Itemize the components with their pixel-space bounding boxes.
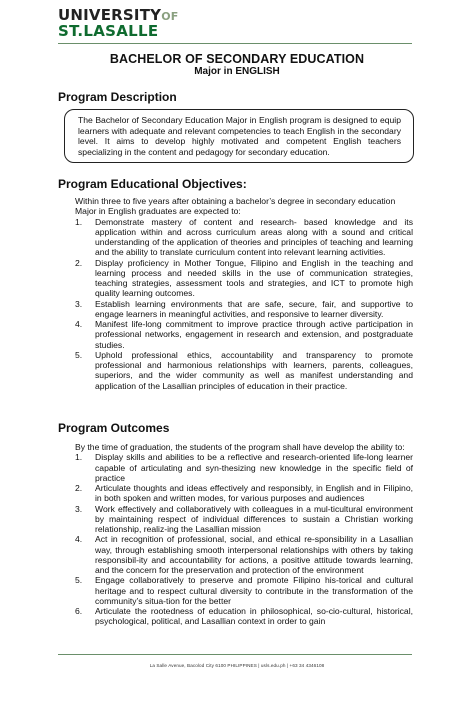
list-item: 2. Articulate thoughts and ideas effectively and responsibly, in English and in Filipino, in both spoken and written modes, for various purposes and audiences [75, 483, 413, 504]
description-box [64, 109, 414, 163]
list-item: 3. Establish learning environments that are safe, secure, fair, and supportive to engage learners in meaningful activities, and responsive to learner diversity. [75, 298, 413, 319]
list-item: 4. Act in recognition of professional, social, and ethical re-sponsibility in a Lasallian way, through establishing smooth interpersonal relationships with others by taking responsibil-ity and accountability for actions, a positive attitude towards learning, and the concern for the preservation and protection of the environment [75, 534, 413, 575]
objectives-section [75, 196, 413, 391]
list-item: 5. Engage collaboratively to preserve and promote Filipino his-torical and cultural heritage and to respect cultural diversity to contribute in the transformation of the community’s situa-tion for the better [75, 575, 413, 606]
outcomes-list [75, 452, 413, 626]
logo-of: OF [161, 10, 179, 23]
logo-line-2: ST.LASALLE [58, 22, 159, 40]
list-item: 1. Display skills and abilities to be a reflective and research-oriented life-long learner capable of articulating and syn-thesizing new knowledge in the specific field of practice [75, 452, 413, 483]
objectives-heading: Program Educational Objectives: [58, 177, 247, 191]
outcomes-heading: Program Outcomes [58, 421, 170, 435]
objectives-list [75, 217, 413, 391]
outcomes-intro: By the time of graduation, the students of the program shall have develop the ability to: [75, 442, 405, 452]
footer-rule [58, 654, 412, 655]
list-item: 3. Work effectively and collaboratively with colleagues in a mul-ticultural environment by maintaining respect of individual differences to sustain a Christian working relationship, realiz-ing the Lasallian mission [75, 503, 413, 534]
list-item: 6. Articulate the rootedness of education in philosophical, so-cio-cultural, historical, psychological, political, and Lasallian context in order to gain [75, 606, 413, 627]
major-title: Major in ENGLISH [194, 66, 280, 77]
objectives-intro: Within three to five years after obtaining a bachelor’s degree in secondary education Major in English graduates are expected to: [75, 196, 396, 217]
description-text: The Bachelor of Secondary Education Major in English program is designed to equip learners with adequate and relevant competencies to teach English in the secondary level. It aims to develop highly motivated and competent English teachers specializing in the content and pedagogy for secondary education. [78, 115, 401, 157]
list-item: 4. Manifest life-long commitment to improve practice through active participation in professional networks, engagement in research and extension, and postgraduate studies. [75, 319, 413, 350]
degree-title: BACHELOR OF SECONDARY EDUCATION [109, 52, 365, 66]
outcomes-section [75, 442, 413, 627]
logo-line-1: UNIVERSITY [58, 6, 162, 24]
list-item: 1. Demonstrate mastery of content and research- based knowledge and its application within and across curriculum areas along with a sound and critical understanding of the application of theories and principles of teaching and learning and the ability to translate curriculum content into relevant learning activities. [75, 216, 413, 258]
list-item: 2. Display proficiency in Mother Tongue, Filipino and English in the teaching and learning process and needed skills in the use of communication strategies, teaching strategies, assessment tools and strategies, and ICT to promote high quality learning outcomes. [75, 257, 413, 299]
header-rule [58, 43, 412, 44]
list-item: 5. Uphold professional ethics, accountability and transparency to promote professional and harmonious relationships with learners, parents, colleagues, superiors, and the wider community as well as manifest understanding and application of the Lasallian principles of education in their practice. [75, 349, 413, 391]
footer-address: La Salle Avenue, Bacolod City 6100 PHILIPPINES | usls.edu.ph | +63 34 4346108 [149, 663, 325, 668]
university-logo [58, 8, 178, 39]
description-heading: Program Description [58, 90, 177, 104]
